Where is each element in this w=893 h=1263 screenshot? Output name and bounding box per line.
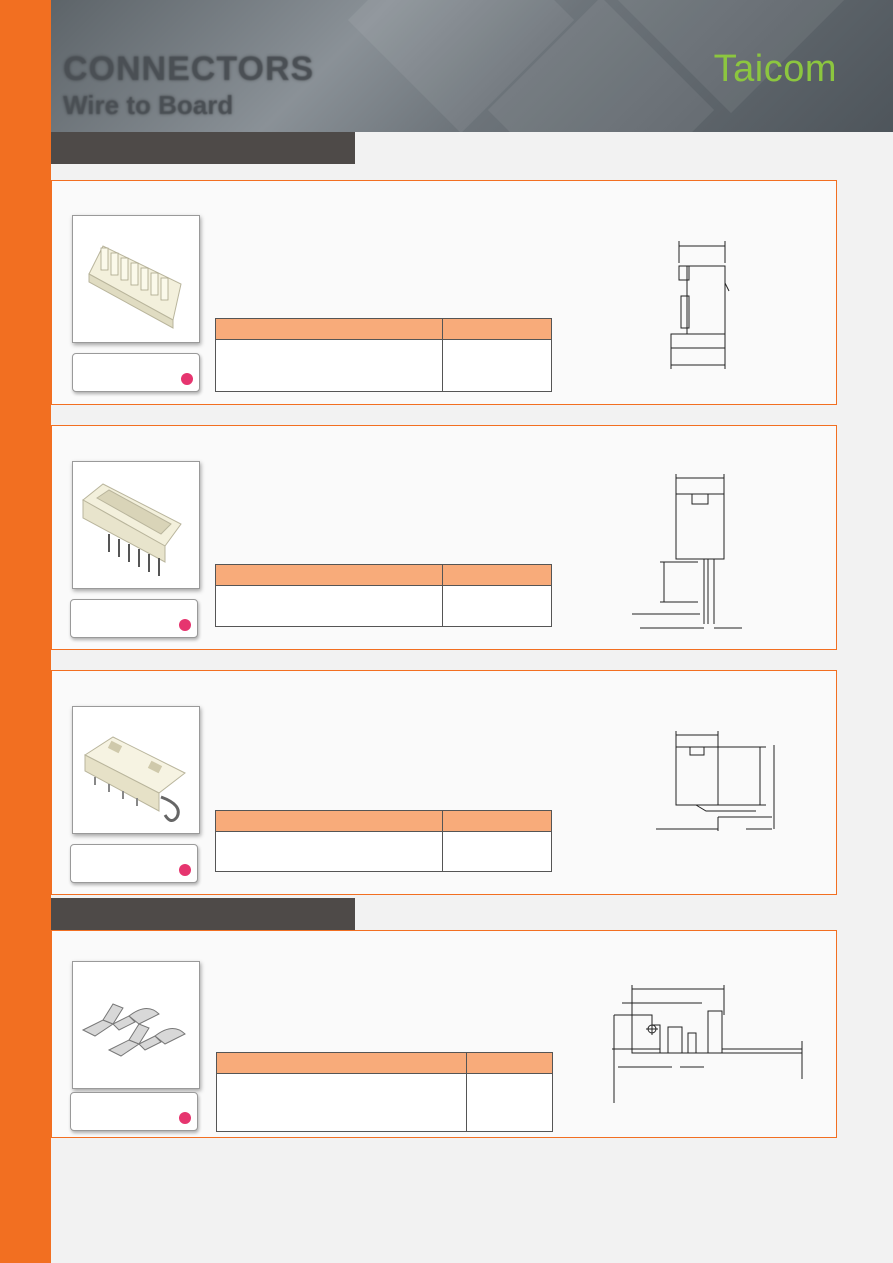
spec-table-header (217, 1053, 552, 1074)
page-title: CONNECTORS (63, 50, 315, 88)
spec-table-header (216, 565, 551, 586)
spec-table (216, 1052, 553, 1132)
page-header (51, 0, 893, 132)
status-dot (179, 619, 191, 631)
page-subtitle: Wire to Board (63, 90, 234, 120)
product-panel-crimp-terminal (51, 930, 837, 1138)
table-divider (442, 319, 443, 391)
part-label-box (70, 844, 198, 883)
product-panel-smt-header (51, 670, 837, 895)
product-image-crimp-terminal (72, 961, 200, 1089)
brand-logo: Taicom (713, 48, 837, 90)
spec-table (215, 318, 552, 392)
part-label-box (72, 353, 200, 392)
status-dot (179, 1112, 191, 1124)
technical-drawing (612, 985, 812, 1110)
product-panel-dip-header (51, 425, 837, 650)
technical-drawing (667, 241, 737, 371)
section-header-bar (51, 132, 355, 164)
status-dot (181, 373, 193, 385)
spec-table-header (216, 811, 551, 832)
table-divider (442, 811, 443, 871)
section-header-bar (51, 898, 355, 930)
part-label-box (70, 1092, 198, 1131)
product-image-housing (72, 215, 200, 343)
product-image-smt-header (72, 706, 200, 834)
spec-table-header (216, 319, 551, 340)
product-image-dip-header (72, 461, 200, 589)
table-divider (442, 565, 443, 626)
spec-table (215, 564, 552, 627)
part-label-box (70, 599, 198, 638)
technical-drawing (632, 474, 762, 634)
spec-table (215, 810, 552, 872)
product-panel-housing (51, 180, 837, 405)
technical-drawing (656, 731, 786, 841)
status-dot (179, 864, 191, 876)
left-accent-stripe (0, 0, 51, 1263)
table-divider (466, 1053, 467, 1131)
